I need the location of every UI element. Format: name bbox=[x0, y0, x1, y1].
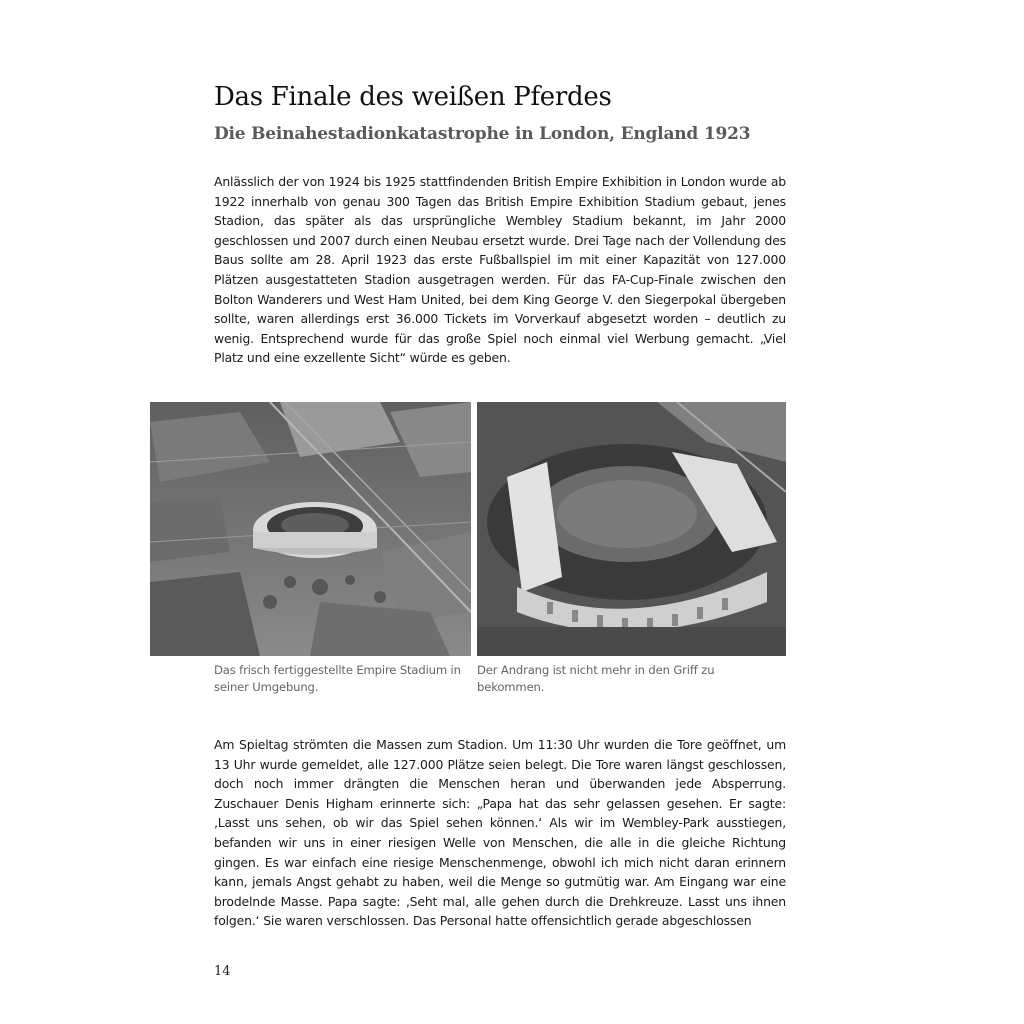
page-number: 14 bbox=[214, 964, 231, 979]
paragraph-matchday: Am Spieltag strömten die Massen zum Stadion. Um 11:30 Uhr wurden die Tore geöffnet, um 13 Uhr wurde gemeldet, alle 127.000 Plätze seien belegt. Die Tore waren längst geschlossen, doch noch immer drängten die Menschen heran und überwanden jede Absperrung. Zuschauer Denis Higham erinnerte sich: „Papa hat das sehr gelassen gesehen. Er sagte: ‚Lasst uns sehen, ob wir das Spiel sehen können.‘ Als wir im Wembley-Park ausstiegen, befanden wir uns in einer riesigen Welle von Menschen, die alle in die gleiche Richtung gingen. Es war einfach eine riesige Menschenmenge, obwohl ich mich nicht daran erinnern kann, jemals Angst gehabt zu haben, weil die Menge so gutmütig war. Am Eingang war eine brodelnde Masse. Papa sagte: ‚Seht mal, alle gehen durch die Drehkreuze. Lasst uns ihnen folgen.‘ Sie waren verschlossen. Das Personal hatte offensichtlich gerade abgeschlossen bbox=[214, 737, 786, 929]
caption-left: Das frisch fertiggestellte Empire Stadium in seiner Umgebung. bbox=[214, 663, 461, 694]
photo-stadium-surroundings bbox=[150, 402, 471, 656]
caption-right: Der Andrang ist nicht mehr in den Griff zu bekommen. bbox=[477, 663, 715, 694]
photo-stadium-crowd bbox=[477, 402, 786, 656]
article-subtitle: Die Beinahestadionkatastrophe in London, England 1923 bbox=[214, 124, 751, 144]
paragraph-intro: Anlässlich der von 1924 bis 1925 stattfindenden British Empire Exhibition in London wurde ab 1922 innerhalb von genau 300 Tagen das British Empire Exhibition Stadium gebaut, jenes Stadion, das später als das ursprüngliche Wembley Stadium bekannt, im Jahr 2000 geschlossen und 2007 durch einen Neubau ersetzt wurde. Drei Tage nach der Vollendung des Baus sollte am 28. April 1923 das erste Fußballspiel im mit einer Kapazität von 127.000 Plätzen ausgestatteten Stadion ausgetragen werden. Für das FA-Cup-Finale zwischen den Bolton Wanderers und West Ham United, bei dem King George V. den Siegerpokal übergeben sollte, waren allerdings erst 36.000 Tickets im Vorverkauf abgesetzt worden – deutlich zu wenig. Entsprechend wurde für das große Spiel noch einmal viel Werbung gemacht. „Viel Platz und eine exzellente Sicht“ würde es geben. bbox=[214, 174, 786, 366]
article-title: Das Finale des weißen Pferdes bbox=[214, 82, 612, 112]
